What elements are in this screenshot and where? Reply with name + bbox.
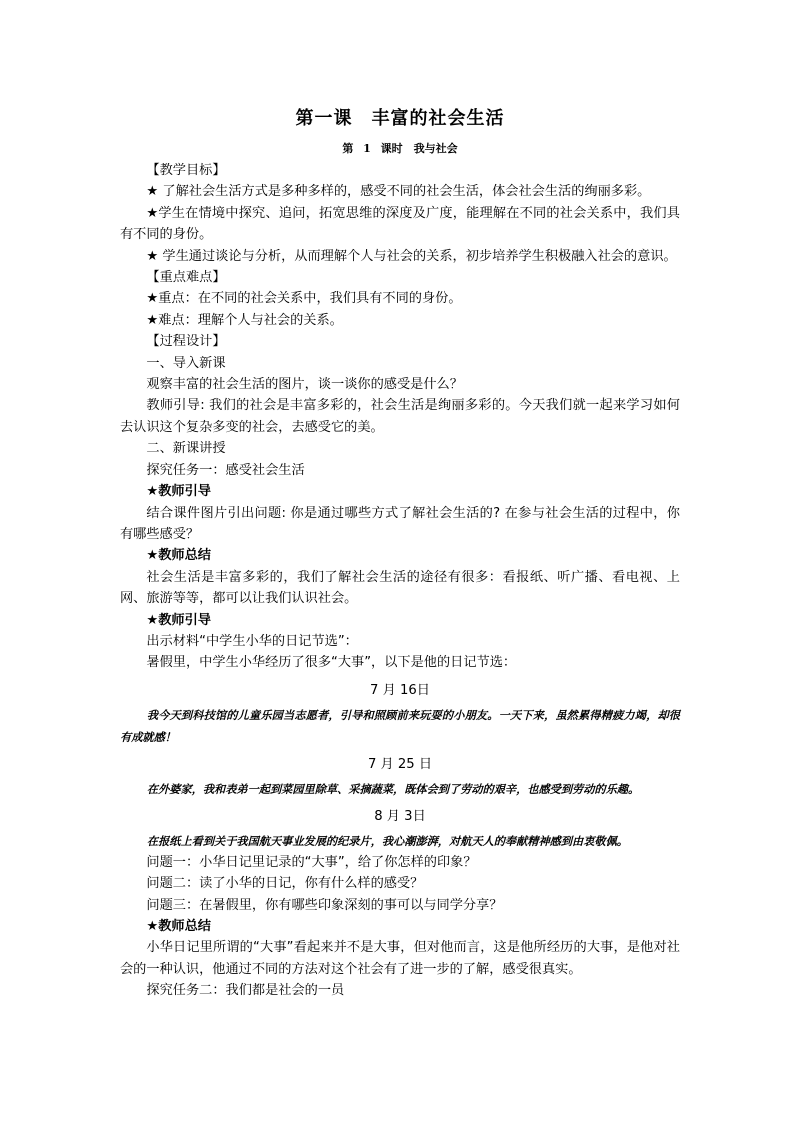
task-one-summary: 社会生活是丰富多彩的，我们了解社会生活的途径有很多：看报纸、听广播、看电视、上网、旅游等等，都可以让我们认识社会。 [120,569,680,607]
diary-date: 7 月 25 日 [367,756,433,772]
material-intro: 暑假里，中学生小华经历了很多“大事”，以下是他的日记节选： [146,655,517,671]
teacher-summary-label: ★教师总结 [146,918,211,934]
lesson-subtitle: 第 1 课时 我与社会 [342,142,458,155]
diary-entry: 在报纸上看到关于我国航天事业发展的纪录片，我心潮澎湃，对航天人的奉献精神感到由衷敬佩。 [146,833,628,848]
intro-heading: 一、导入新课 [146,355,226,371]
question-item: 问题一：小华日记里记录的“大事”，给了你怎样的印象？ [146,854,477,870]
process-heading: 【过程设计】 [146,334,226,350]
intro-paragraph: 观察丰富的社会生活的图片，谈一谈你的感受是什么？ [146,377,463,393]
task-two-heading: 探究任务二：我们都是社会的一员 [146,983,345,999]
teacher-summary-label: ★教师总结 [146,548,211,564]
diary-date: 7 月 16日 [370,682,430,698]
intro-paragraph: 教师引导: 我们的社会是丰富多彩的，社会生活是绚丽多彩的。今天我们就一起来学习如何去认识这个复杂多变的社会，去感受它的美。 [120,398,680,435]
keypoint-item: ★难点：理解个人与社会的关系。 [146,312,343,328]
diary-entry: 在外婆家，我和表弟一起到菜园里除草、采摘蔬菜，既体会到了劳动的艰辛，也感受到劳动的乐趣。 [146,781,640,796]
question-item: 问题三：在暑假里，你有哪些印象深刻的事可以与同学分享？ [146,897,503,913]
teacher-guide-label: ★教师引导 [146,484,211,500]
new-lesson-heading: 二、新课讲授 [146,441,226,457]
goal-item: ★ 学生通过谈论与分析，从而理解个人与社会的关系，初步培养学生积极融入社会的意识。 [146,248,677,264]
goals-heading: 【教学目标】 [146,163,226,178]
question-item: 问题二：读了小华的日记，你有什么样的感受？ [146,876,424,892]
teacher-guide-label: ★教师引导 [146,612,211,628]
material-label: 出示材料“中学生小华的日记节选”： [146,633,358,649]
summary-paragraph: 小华日记里所谓的“大事”看起来并不是大事，但对他而言，这是他所经历的大事，是他对社会的一种认识，他通过不同的方法对这个社会有了进一步的了解，感受很真实。 [120,940,680,977]
keypoint-item: ★重点：在不同的社会关系中，我们具有不同的身份。 [146,291,462,307]
diary-date: 8 月 3日 [374,808,426,824]
lesson-title: 第一课 丰富的社会生活 [295,108,505,129]
task-one-heading: 探究任务一：感受社会生活 [146,462,305,478]
task-one-paragraph: 结合课件图片引出问题: 你是通过哪些方式了解社会生活的? 在参与社会生活的过程中，你有哪些感受？ [120,505,680,542]
keypoints-heading: 【重点难点】 [146,270,226,286]
diary-entry: 我今天到科技馆的儿童乐园当志愿者，引导和照顾前来玩耍的小朋友。一天下来，虽然累得精疲力竭，却很有成就感！ [120,707,680,744]
document-page [120,104,680,1002]
goal-item: ★学生在情境中探究、追问，拓宽思维的深度及广度，能理解在不同的社会关系中，我们具有不同的身份。 [120,205,680,243]
goal-item: ★ 了解社会生活方式是多种多样的，感受不同的社会生活，体会社会生活的绚丽多彩。 [146,184,651,200]
